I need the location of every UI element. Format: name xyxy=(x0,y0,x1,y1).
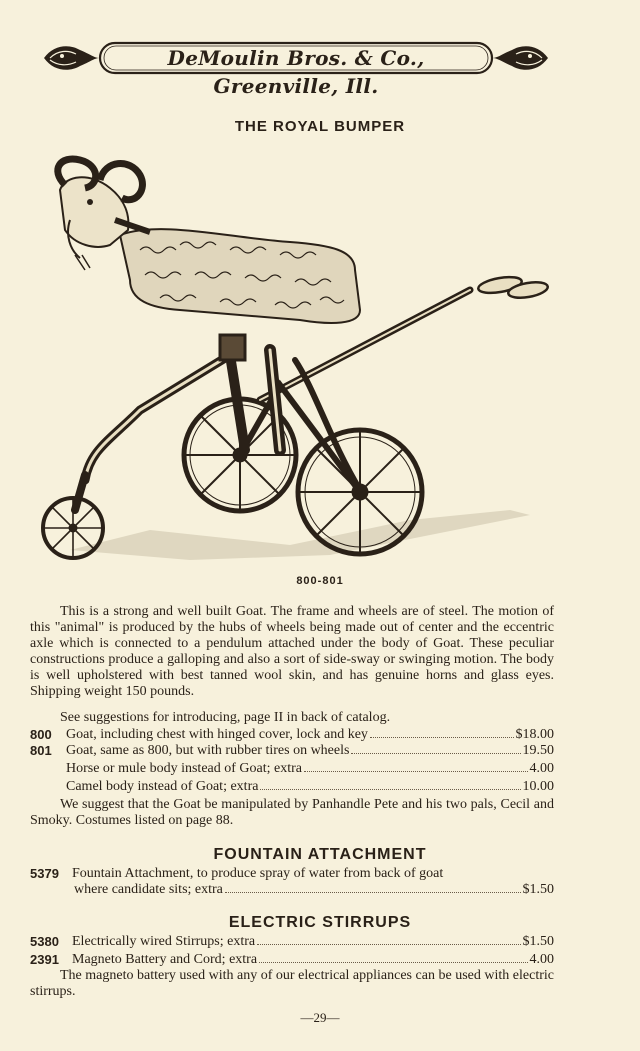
page-title: THE ROYAL BUMPER xyxy=(234,118,406,135)
item-price: 10.00 xyxy=(522,779,554,794)
stirrups-note: The magneto battery used with any of our electrical appliances can be used with electric stirrups. xyxy=(30,968,554,999)
fountain-heading: FOUNTAIN ATTACHMENT xyxy=(213,846,427,863)
item-number: 2391 xyxy=(30,952,59,967)
leader-dots xyxy=(225,891,521,893)
leader-dots xyxy=(257,943,520,945)
steel-frame-icon xyxy=(75,290,470,510)
manipulation-note: We suggest that the Goat be manipulated by Panhandle Pete and his two pals, Cecil and Smoky. Costumes listed on page 88. xyxy=(30,797,554,828)
item-price: 4.00 xyxy=(529,761,554,776)
stirrups-heading: ELECTRIC STIRRUPS xyxy=(228,914,412,931)
handlebar-icon xyxy=(477,274,549,300)
item-description: Electrically wired Stirrups; extra xyxy=(72,934,256,949)
price-row-continuation xyxy=(30,882,554,898)
item-price: $1.50 xyxy=(522,882,554,897)
item-description: Goat, same as 800, but with rubber tires on wheels xyxy=(66,743,350,758)
goat-bumper-illustration xyxy=(30,150,570,570)
page-number: —29— xyxy=(300,1010,340,1025)
item-description: Camel body instead of Goat; extra xyxy=(66,779,259,794)
item-number: 5379 xyxy=(30,866,59,881)
item-description: Magneto Battery and Cord; extra xyxy=(72,952,258,967)
image-caption: 800-801 xyxy=(296,575,344,587)
suggestion-text: See suggestions for introducing, page II in back of catalog. xyxy=(60,710,391,725)
price-row xyxy=(30,727,554,743)
item-price: $1.50 xyxy=(522,934,554,949)
item-number: 5380 xyxy=(30,934,59,949)
leader-dots xyxy=(260,788,520,790)
leader-dots xyxy=(351,752,520,754)
price-row xyxy=(30,779,554,795)
item-description: where candidate sits; extra xyxy=(74,882,223,897)
item-price: 4.00 xyxy=(529,952,554,967)
leader-dots xyxy=(370,736,514,738)
item-description: Horse or mule body instead of Goat; extra xyxy=(66,761,302,776)
goat-body-icon xyxy=(120,229,360,323)
item-description: Fountain Attachment, to produce spray of water from back of goat xyxy=(72,866,444,881)
product-description: This is a strong and well built Goat. The frame and wheels are of steel. The motion of this "animal" is produced by the hubs of wheels being made out of center and the eccentric axle which is connected to a pendulum attached under the body of Goat. These peculiar constructions produce a galloping and also a sort of side-sway or swinging motion. The body is well upholstered with best tanned wool skin, and has genuine horns and glass eyes. Shipping weight 150 pounds. xyxy=(30,604,554,699)
price-row xyxy=(30,934,554,950)
leader-dots xyxy=(304,770,528,772)
item-number: 800 xyxy=(30,727,52,742)
header-banner xyxy=(40,40,552,98)
price-row xyxy=(30,952,554,968)
price-row xyxy=(30,761,554,777)
item-number: 801 xyxy=(30,743,52,758)
item-description: Goat, including chest with hinged cover, lock and key xyxy=(66,727,368,742)
price-row xyxy=(30,743,554,759)
item-price: 19.50 xyxy=(522,743,554,758)
price-row xyxy=(30,866,554,882)
item-price: $18.00 xyxy=(515,727,554,742)
leader-dots xyxy=(259,961,527,963)
banner-text: DeMoulin Bros. & Co., Greenville, Ill. xyxy=(167,46,425,98)
